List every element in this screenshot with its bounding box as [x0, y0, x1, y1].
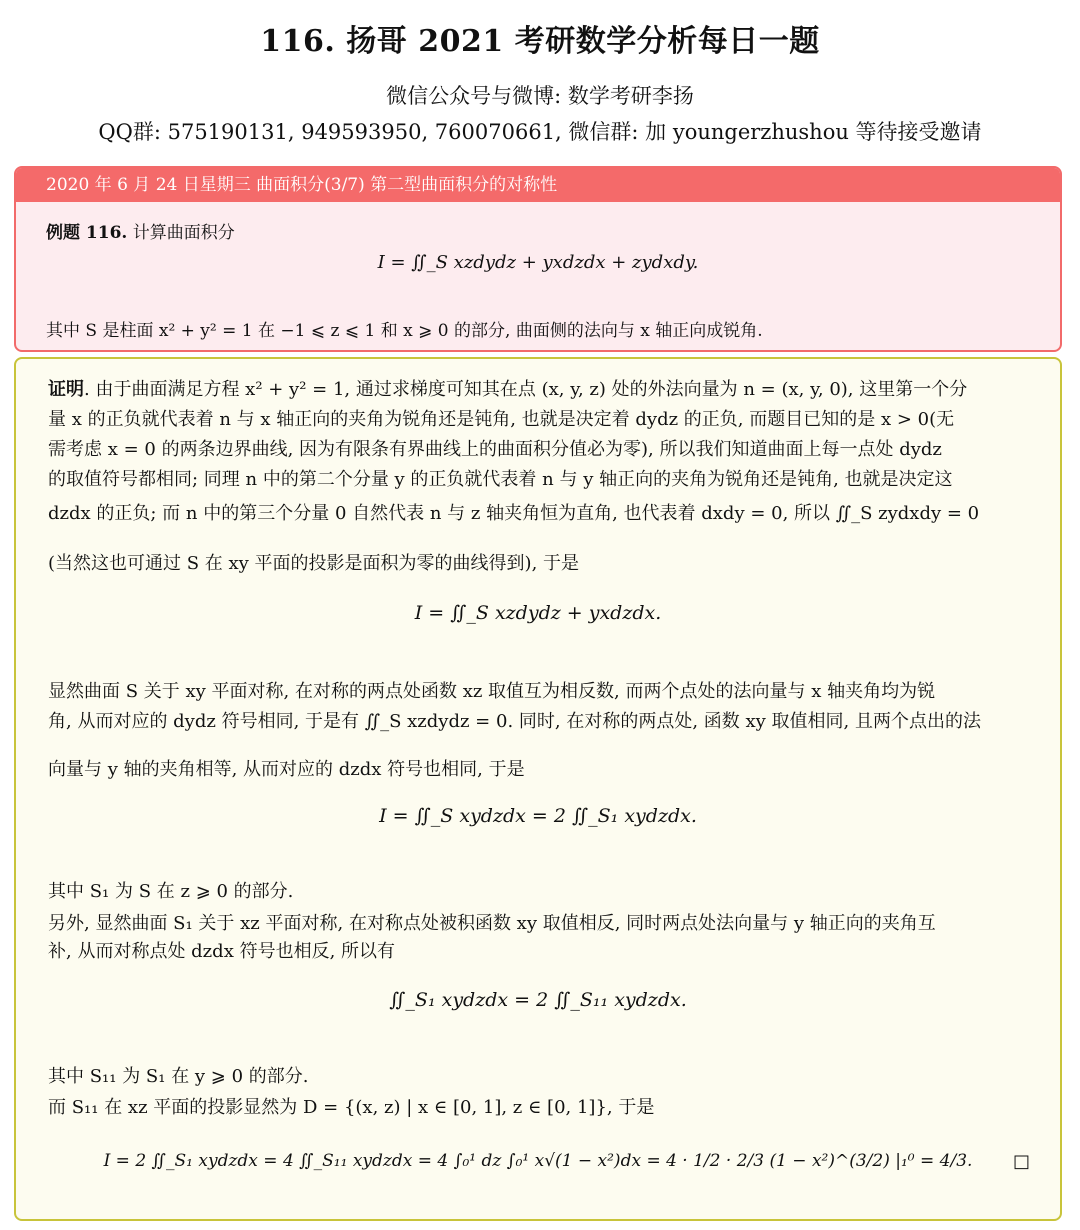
equation-3: ∬_S₁ xydzdx = 2 ∬_S₁₁ xydzdx.	[389, 989, 687, 1011]
subtitle-wechat: 微信公众号与微博: 数学考研李扬	[386, 84, 694, 108]
proof-line-3: 需考虑 x = 0 的两条边界曲线, 因为有限条有界曲线上的曲面积分值必为零), 所以我们知道曲面上每一点处 dydz	[48, 439, 942, 460]
qed-symbol: □	[1012, 1151, 1030, 1172]
problem-equation: I = ∬_S xzdydz + yxdzdx + zydxdy.	[377, 252, 699, 273]
proof-text-1: . 由于曲面满足方程 x² + y² = 1, 通过求梯度可知其在点 (x, y, z) 处的外法向量为 n = (x, y, 0), 这里第一个分	[84, 379, 968, 400]
equation-4: I = 2 ∬_S₁ xydzdx = 4 ∬_S₁₁ xydzdx = 4 ∫₀¹ dz ∫₀¹ x√(1 − x²)dx = 4 · 1/2 · 2/3 (1 − x²)^(3/2) |₁⁰ = 4/3.	[103, 1151, 973, 1171]
subtitle-groups: QQ群: 575190131, 949593950, 760070661, 微信群: 加 youngerzhushou 等待接受邀请	[98, 120, 982, 144]
proof-line-14: 而 S₁₁ 在 xz 平面的投影显然为 D = {(x, z) | x ∈ [0, 1], z ∈ [0, 1]}, 于是	[48, 1097, 655, 1118]
proof-box	[14, 357, 1062, 1221]
proof-line-9: 向量与 y 轴的夹角相等, 从而对应的 dzdx 符号也相同, 于是	[48, 759, 525, 780]
proof-line-8: 角, 从而对应的 dydz 符号相同, 于是有 ∬_S xzdydz = 0. 同时, 在对称的两点处, 函数 xy 取值相同, 且两个点出的法	[48, 711, 981, 732]
proof-line-12: 补, 从而对称点处 dzdx 符号也相反, 所以有	[48, 941, 396, 962]
equation-2: I = ∬_S xydzdx = 2 ∬_S₁ xydzdx.	[379, 805, 697, 827]
proof-line-10: 其中 S₁ 为 S 在 z ⩾ 0 的部分.	[48, 881, 294, 902]
proof-line-11: 另外, 显然曲面 S₁ 关于 xz 平面对称, 在对称点处被积函数 xy 取值相反, 同时两点处法向量与 y 轴正向的夹角互	[48, 913, 936, 934]
problem-box	[14, 166, 1062, 352]
proof-line-6: (当然这也可通过 S 在 xy 平面的投影是面积为零的曲线得到), 于是	[48, 553, 580, 574]
proof-line-13: 其中 S₁₁ 为 S₁ 在 y ⩾ 0 的部分.	[48, 1066, 309, 1087]
example-label: 例题 116.	[46, 223, 128, 243]
proof-line-4: 的取值符号都相同; 同理 n 中的第二个分量 y 的正负就代表着 n 与 y 轴正向的夹角为锐角还是钝角, 也就是决定这	[48, 469, 953, 490]
equation-1: I = ∬_S xzdydz + yxdzdx.	[414, 602, 662, 624]
proof-line-2: 量 x 的正负就代表着 n 与 x 轴正向的夹角为锐角还是钝角, 也就是决定着 dydz 的正负, 而题目已知的是 x > 0(无	[48, 409, 955, 430]
proof-label: 证明	[48, 379, 84, 400]
example-label-row	[46, 218, 235, 243]
problem-note: 其中 S 是柱面 x² + y² = 1 在 −1 ⩽ z ⩽ 1 和 x ⩾ 0 的部分, 曲面侧的法向与 x 轴正向成锐角.	[46, 321, 763, 341]
example-intro: 计算曲面积分	[132, 223, 235, 243]
proof-line-7: 显然曲面 S 关于 xy 平面对称, 在对称的两点处函数 xz 取值互为相反数, 而两个点处的法向量与 x 轴夹角均为锐	[48, 681, 936, 702]
proof-line-5: dzdx 的正负; 而 n 中的第三个分量 0 自然代表 n 与 z 轴夹角恒为直角, 也代表着 dxdy = 0, 所以 ∬_S zydxdy = 0	[48, 503, 980, 524]
proof-line-1	[48, 375, 967, 401]
problem-header: 2020 年 6 月 24 日星期三 曲面积分(3/7) 第二型曲面积分的对称性	[16, 168, 1060, 202]
page-title: 116. 扬哥 2021 考研数学分析每日一题	[260, 24, 820, 59]
